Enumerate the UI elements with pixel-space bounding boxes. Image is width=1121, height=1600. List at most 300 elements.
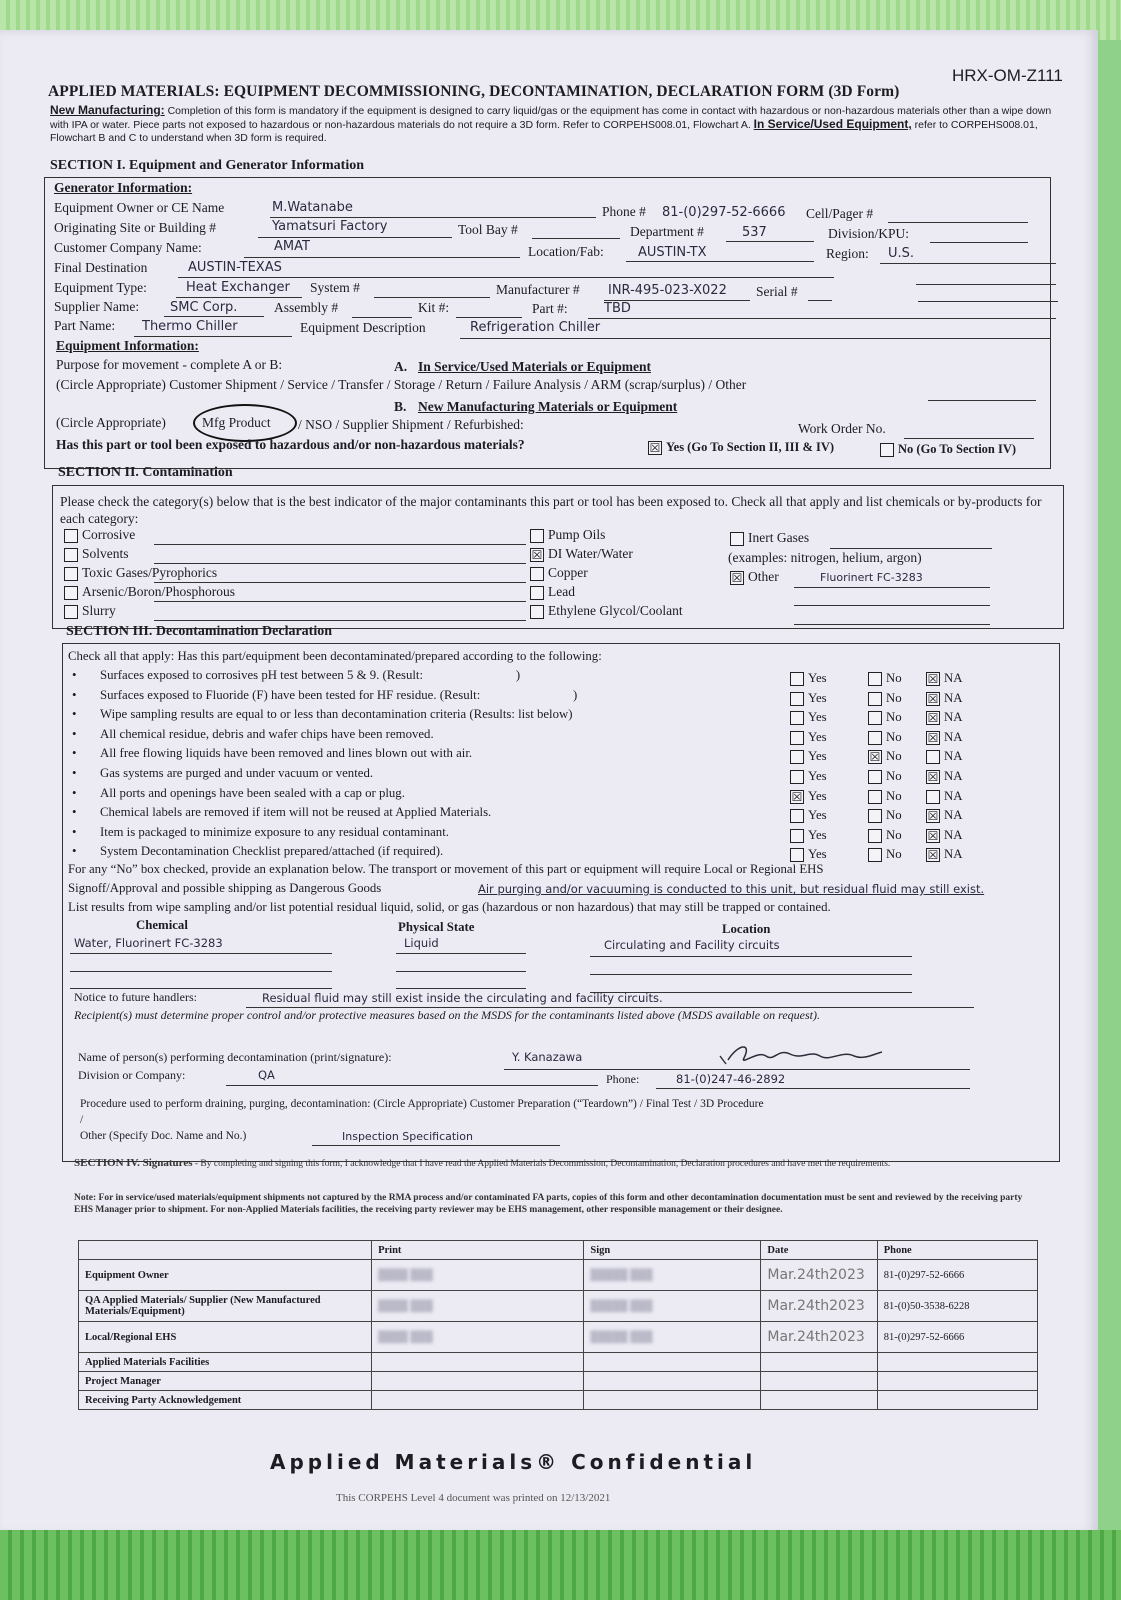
contaminant-label: Corrosive	[82, 527, 136, 542]
kit-line	[456, 317, 522, 318]
signature-header-cell: Phone	[877, 1241, 1037, 1260]
in-service-label: In Service/Used Equipment,	[753, 117, 912, 131]
division-label: Division/KPU:	[828, 226, 910, 241]
signoff-value[interactable]: Air purging and/or vacuuming is conducted to this unit, but residual fluid may still exist.	[478, 882, 985, 896]
recipient-text: Recipient(s) must determine proper control and/or protective measures based on the MSDS for the contaminants listed above (MSDS available on request).	[74, 1008, 820, 1022]
signature-table	[78, 1240, 1038, 1410]
decon-yes-checkbox[interactable]	[790, 829, 804, 843]
signature-sign-cell[interactable]	[584, 1372, 761, 1391]
decon-yes-checkbox[interactable]	[790, 672, 804, 686]
decon-item-text: Gas systems are purged and under vacuum or vented.	[100, 766, 374, 780]
decon-phone-line	[656, 1088, 970, 1089]
decon-no-option[interactable]	[868, 808, 902, 823]
decon-yes-option[interactable]	[790, 691, 827, 706]
site-line	[258, 237, 452, 238]
signature-header-cell: Print	[372, 1241, 584, 1260]
contaminant-checkbox[interactable]	[64, 548, 78, 562]
signature-sign-redacted: █████ ███	[590, 1300, 653, 1312]
decon-yes-option[interactable]	[790, 828, 827, 843]
new-mfg-text: Completion of this form is mandatory if the equipment is designed to carry liquid/gas or the equipment has come in contact with hazardous or non-hazardous materials other than a wipe down with IPA or water. Piece parts not exposed to hazardous or non-hazardous materials do not require a 3D form. Refer to CORPEHS008.01, Flowchart A.	[50, 105, 1052, 131]
signature-phone-cell[interactable]: 81-(0)297-52-6666	[877, 1260, 1037, 1291]
other-contaminant-line	[794, 587, 990, 588]
decon-na-option[interactable]	[926, 828, 962, 843]
signature-row	[79, 1322, 1038, 1353]
option-b-other-choices[interactable]: / NSO / Supplier Shipment / Refurbished:	[298, 417, 524, 432]
decon-item-text: System Decontamination Checklist prepared/attached (if required).	[100, 844, 444, 859]
section1-heading: SECTION I. Equipment and Generator Information	[50, 158, 365, 173]
equipment-type-line	[176, 297, 302, 298]
decon-no-option[interactable]	[868, 847, 902, 862]
signature-print-cell[interactable]	[372, 1391, 584, 1410]
toolbay-label: Tool Bay #	[458, 222, 518, 237]
no-explanation-text: For any “No” box checked, provide an explanation below. The transport or movement of this part or equipment will require Local or Regional EHS	[68, 862, 824, 876]
location-label: Location/Fab:	[528, 244, 604, 259]
decon-yes-label: Yes	[808, 710, 827, 725]
option-b-prefix: B.	[394, 399, 407, 414]
decon-no-option[interactable]	[868, 749, 902, 764]
signature-header-cell: Date	[761, 1241, 877, 1260]
decon-no-checkbox[interactable]	[868, 711, 882, 725]
decon-yes-option[interactable]	[790, 671, 827, 686]
decon-na-checkbox[interactable]: ☒	[927, 848, 939, 863]
decon-no-option[interactable]	[868, 710, 902, 725]
decon-na-checkbox[interactable]: ☒	[927, 770, 939, 785]
decon-na-label: NA	[944, 808, 963, 823]
signature-print-redacted: ████ ███	[378, 1331, 433, 1343]
decon-no-label: No	[886, 827, 902, 842]
location-line	[626, 261, 814, 262]
decon-yes-checkbox[interactable]	[790, 731, 804, 745]
section4-heading: SECTION IV. Signatures	[74, 1157, 193, 1169]
contaminant-line	[154, 620, 526, 621]
signature-print-cell[interactable]	[372, 1372, 584, 1391]
signature-sign-cell[interactable]	[584, 1353, 761, 1372]
decon-person-value[interactable]: Y. Kanazawa	[512, 1050, 583, 1064]
decon-yes-option[interactable]	[790, 730, 827, 745]
manufacturer-label: Manufacturer #	[496, 282, 580, 297]
other-contaminant-line-2	[794, 605, 990, 606]
decon-no-option[interactable]	[868, 769, 902, 784]
decon-na-option[interactable]	[926, 847, 962, 862]
signature-sign-cell[interactable]	[584, 1322, 761, 1353]
customer-label: Customer Company Name:	[54, 240, 202, 255]
work-order-label: Work Order No.	[798, 421, 886, 436]
signature-date-cell[interactable]	[761, 1353, 877, 1372]
decon-signature	[718, 1038, 888, 1072]
inert-examples: (examples: nitrogen, helium, argon)	[728, 550, 922, 565]
contaminant-option[interactable]	[64, 546, 129, 562]
contaminant-option[interactable]	[64, 527, 135, 543]
signature-date-cell[interactable]	[761, 1391, 877, 1410]
manufacturer-value[interactable]: INR-495-023-X022	[608, 283, 727, 298]
contaminant-checkbox[interactable]	[64, 529, 78, 543]
background-bottom-stripes	[0, 1530, 1121, 1600]
contaminant-checkbox[interactable]	[64, 586, 78, 600]
decon-na-checkbox[interactable]	[926, 750, 940, 764]
contaminant-option[interactable]	[64, 584, 235, 600]
decon-no-option[interactable]	[868, 691, 902, 706]
form-title: APPLIED MATERIALS: EQUIPMENT DECOMMISSIONING, DECONTAMINATION, DECLARATION FORM (3D Form)	[48, 83, 900, 100]
decon-no-checkbox[interactable]	[868, 848, 882, 862]
cell-line	[888, 222, 1028, 223]
physical-state-value[interactable]: Liquid	[404, 936, 439, 950]
phone-value[interactable]: 81-(0)297-52-6666	[662, 205, 786, 220]
other-contaminant-value[interactable]: Fluorinert FC-3283	[820, 571, 923, 584]
inert-gases-line	[830, 548, 992, 549]
decon-no-option[interactable]	[868, 789, 902, 804]
contaminant-label: DI Water/Water	[548, 546, 633, 561]
contaminant-checkbox[interactable]	[530, 605, 544, 619]
signature-table-body	[79, 1260, 1038, 1410]
decon-na-option[interactable]	[926, 789, 962, 804]
signature-print-redacted: ████ ███	[378, 1269, 433, 1281]
option-a-choices[interactable]: (Circle Appropriate) Customer Shipment / Service / Transfer / Storage / Return / Failure Analysis / ARM (scrap/surplus) / Other	[56, 377, 747, 392]
mfg-product-option[interactable]: Mfg Product	[202, 415, 271, 430]
section4-note: Note: For in service/used materials/equipment shipments not captured by the RMA process and/or contaminated FA parts, copies of this form and other decontamination documentation must be sent and reviewed by the receiving party EHS Manager prior to shipment. For non-Applied Materials facilities, the receiving party reviewer may be EHS management, other responsible management or their designee.	[74, 1193, 1023, 1215]
decon-no-option[interactable]	[868, 828, 902, 843]
list-results-text: List results from wipe sampling and/or list potential residual liquid, solid, or gas (hazardous or non hazardous) that may still be trapped or contained.	[68, 900, 831, 914]
contaminant-option[interactable]	[530, 565, 588, 581]
toolbay-line	[532, 238, 620, 239]
equipment-type-value[interactable]: Heat Exchanger	[186, 280, 290, 295]
contaminant-line	[154, 582, 526, 583]
decon-na-checkbox[interactable]: ☒	[927, 828, 939, 843]
part-number-label: Part #:	[532, 301, 568, 316]
region-line	[880, 263, 1056, 264]
department-value[interactable]: 537	[742, 225, 767, 240]
state-line-1	[396, 953, 526, 954]
confidential-footer: Applied Materials® Confidential	[270, 1450, 757, 1474]
decon-na-checkbox[interactable]: ☒	[927, 672, 939, 687]
physical-state-column-header: Physical State	[398, 920, 475, 934]
contaminant-line	[154, 601, 526, 602]
part-number-value[interactable]: TBD	[604, 301, 631, 316]
decon-no-label: No	[886, 788, 902, 803]
decon-yes-option[interactable]	[790, 769, 827, 784]
procedure-text[interactable]: Procedure used to perform draining, purging, decontamination: (Circle Appropriate) Customer Preparation (“Teardown”) / Final Test / 3D Procedure	[80, 1098, 764, 1110]
decon-na-option[interactable]	[926, 808, 962, 823]
decon-bullet: •	[72, 824, 77, 839]
decon-yes-checkbox[interactable]	[790, 809, 804, 823]
decon-bullet: •	[72, 785, 77, 800]
procedure-slash: /	[80, 1114, 84, 1126]
decon-no-checkbox[interactable]	[868, 770, 882, 784]
decon-na-checkbox[interactable]: ☒	[927, 691, 939, 706]
work-order-line	[904, 438, 1034, 439]
location-value[interactable]: AUSTIN-TX	[638, 245, 707, 260]
exposed-yes-option[interactable]	[648, 440, 834, 455]
signature-date-cell[interactable]	[761, 1372, 877, 1391]
decon-yes-option[interactable]	[790, 710, 827, 725]
contaminant-checkbox[interactable]	[530, 529, 544, 543]
destination-extra-line	[916, 284, 1056, 285]
decon-bullet: •	[72, 726, 77, 741]
contaminant-checkbox[interactable]: ☒	[531, 547, 543, 562]
decon-yes-option[interactable]	[790, 749, 827, 764]
decon-person-label: Name of person(s) performing decontamination (print/signature):	[78, 1050, 392, 1064]
new-mfg-label: New Manufacturing:	[50, 103, 165, 117]
signature-header-cell: Sign	[584, 1241, 761, 1260]
exposed-yes-label: Yes (Go To Section II, III & IV)	[666, 440, 835, 454]
decon-no-option[interactable]	[868, 730, 902, 745]
department-label: Department #	[630, 224, 704, 239]
option-a-prefix: A.	[394, 359, 408, 374]
section3-intro: Check all that apply: Has this part/equipment been decontaminated/prepared according to the following:	[68, 649, 602, 663]
decon-yes-label: Yes	[808, 749, 827, 764]
decon-person-line	[504, 1069, 970, 1070]
signature-date-cell[interactable]: Mar.24th2023	[761, 1260, 877, 1291]
contaminant-label: Slurry	[82, 603, 116, 618]
decon-yes-label: Yes	[808, 769, 827, 783]
other-contaminant-line-3	[794, 624, 990, 625]
decon-na-option[interactable]	[926, 769, 962, 784]
contaminant-checkbox[interactable]	[530, 567, 544, 581]
equipment-description-line	[460, 338, 1050, 339]
decon-phone-value[interactable]: 81-(0)247-46-2892	[676, 1072, 786, 1086]
destination-value[interactable]: AUSTIN-TEXAS	[188, 260, 282, 275]
decon-bullet: •	[72, 687, 77, 702]
customer-value[interactable]: AMAT	[274, 239, 310, 254]
serial-label: Serial #	[756, 284, 798, 299]
decon-yes-checkbox[interactable]	[790, 750, 804, 764]
decon-na-checkbox[interactable]: ☒	[927, 711, 939, 726]
contaminant-label: Solvents	[82, 546, 129, 561]
purpose-text: Purpose for movement - complete A or B:	[56, 357, 283, 372]
decon-no-checkbox[interactable]	[868, 692, 882, 706]
decon-yes-label: Yes	[808, 788, 827, 803]
decon-na-label: NA	[944, 710, 963, 725]
phone-label: Phone #	[602, 204, 646, 219]
signature-role: Applied Materials Facilities	[79, 1353, 372, 1372]
decon-no-label: No	[886, 808, 902, 823]
decon-bullet: •	[72, 746, 77, 761]
decon-yes-label: Yes	[808, 690, 827, 705]
exposed-no-option[interactable]	[880, 442, 1016, 457]
contaminant-checkbox[interactable]	[64, 567, 78, 581]
in-service-text: refer to CORPEHS008.01, Flowchart B and C to understand when 3D form is required.	[50, 119, 1038, 144]
contaminant-label: Copper	[548, 565, 588, 580]
supplier-value[interactable]: SMC Corp.	[170, 300, 238, 315]
location-line-1	[590, 956, 912, 957]
contaminant-option[interactable]	[530, 527, 605, 543]
decon-no-checkbox[interactable]	[868, 731, 882, 745]
signature-print-cell[interactable]	[372, 1322, 584, 1353]
signature-print-cell[interactable]	[372, 1353, 584, 1372]
signature-print-cell[interactable]	[372, 1291, 584, 1322]
decon-yes-label: Yes	[808, 847, 827, 862]
decon-item-text: Item is packaged to minimize exposure to any residual contaminant.	[100, 824, 449, 839]
decon-na-option[interactable]	[926, 730, 962, 745]
signature-date-cell[interactable]: Mar.24th2023	[761, 1291, 877, 1322]
signature-phone-cell[interactable]	[877, 1372, 1037, 1391]
exposed-yes-checkbox[interactable]: ☒	[649, 441, 661, 456]
location-column-header: Location	[722, 922, 771, 936]
signature-sign-cell[interactable]	[584, 1260, 761, 1291]
decon-no-label: No	[886, 710, 902, 725]
decon-phone-label: Phone:	[606, 1072, 640, 1086]
section2-instructions: Please check the category(s) below that is the best indicator of the major contaminants this part or tool has been exposed to. Check all that apply and list chemicals or by-products for each category:	[60, 494, 1042, 526]
option-b-circle-label: (Circle Appropriate)	[56, 415, 166, 430]
decon-bullet: •	[72, 844, 77, 859]
contaminant-option[interactable]	[530, 603, 683, 619]
owner-label: Equipment Owner or CE Name	[54, 200, 225, 215]
region-value[interactable]: U.S.	[888, 246, 915, 261]
signature-print-redacted: ████ ███	[378, 1300, 433, 1312]
decon-yes-checkbox[interactable]	[790, 692, 804, 706]
equipment-description-value[interactable]: Refrigeration Chiller	[470, 320, 601, 335]
signature-phone-cell[interactable]	[877, 1353, 1037, 1372]
other-contaminant-checkbox[interactable]: ☒	[731, 570, 743, 585]
decon-na-option[interactable]	[926, 710, 962, 725]
other-doc-label: Other (Specify Doc. Name and No.)	[80, 1130, 247, 1142]
signature-print-cell[interactable]	[372, 1260, 584, 1291]
signature-table-header	[79, 1241, 1038, 1260]
signature-role: Local/Regional EHS	[79, 1322, 372, 1353]
decon-no-checkbox[interactable]	[868, 672, 882, 686]
signature-date-cell[interactable]: Mar.24th2023	[761, 1322, 877, 1353]
site-label: Originating Site or Building #	[54, 220, 216, 235]
decon-yes-option[interactable]	[790, 847, 827, 862]
owner-value[interactable]: M.Watanabe	[272, 200, 353, 215]
decon-no-label: No	[886, 729, 902, 744]
decon-na-label: NA	[944, 847, 963, 862]
decon-no-checkbox[interactable]: ☒	[869, 750, 881, 765]
signature-row	[79, 1353, 1038, 1372]
signature-row	[79, 1291, 1038, 1322]
section2-heading: SECTION II. Contamination	[58, 465, 233, 480]
contaminant-line	[154, 544, 526, 545]
decon-na-label: NA	[944, 749, 963, 764]
printed-note: This CORPEHS Level 4 document was printed on 12/13/2021	[336, 1492, 611, 1504]
signature-role: QA Applied Materials/ Supplier (New Manufactured Materials/Equipment)	[79, 1291, 372, 1322]
site-value[interactable]: Yamatsuri Factory	[272, 219, 388, 234]
equipment-type-label: Equipment Type:	[54, 280, 147, 295]
decon-item-text: Wipe sampling results are equal to or less than decontamination criteria (Results: list below)	[100, 707, 573, 722]
decon-na-option[interactable]	[926, 691, 962, 706]
decon-no-label: No	[886, 847, 902, 862]
division-line	[930, 242, 1028, 243]
contaminant-label: Ethylene Glycol/Coolant	[548, 603, 683, 618]
decon-no-checkbox[interactable]	[868, 829, 882, 843]
contaminant-checkbox[interactable]	[64, 605, 78, 619]
decon-yes-label: Yes	[808, 808, 827, 823]
division-company-line	[226, 1085, 598, 1086]
part-number-line	[588, 318, 1056, 319]
division-company-value[interactable]: QA	[258, 1068, 275, 1082]
decon-bullet: •	[72, 766, 77, 780]
option-b-heading: New Manufacturing Materials or Equipment	[418, 399, 678, 414]
decon-yes-label: Yes	[808, 729, 827, 744]
part-name-label: Part Name:	[54, 318, 116, 333]
decon-yes-label: Yes	[808, 671, 827, 685]
contaminant-option[interactable]	[530, 546, 633, 562]
chem-line-3	[70, 988, 332, 989]
decon-no-checkbox[interactable]	[868, 809, 882, 823]
decon-na-checkbox[interactable]	[926, 790, 940, 804]
state-line-2	[396, 971, 526, 972]
inert-gases-option[interactable]	[730, 530, 809, 546]
decon-bullet: •	[72, 707, 77, 722]
signature-sign-redacted: █████ ███	[590, 1331, 653, 1343]
serial-extra-line	[918, 301, 1058, 302]
chemical-column-header: Chemical	[136, 918, 188, 932]
decon-no-option[interactable]	[868, 671, 902, 686]
cell-label: Cell/Pager #	[806, 206, 874, 221]
contaminant-label: Toxic Gases/Pyrophorics	[82, 565, 218, 580]
state-line-3	[396, 988, 526, 989]
contaminant-checkbox[interactable]	[530, 586, 544, 600]
signature-sign-cell[interactable]	[584, 1391, 761, 1410]
inert-gases-checkbox[interactable]	[730, 532, 744, 546]
notice-label: Notice to future handlers:	[74, 990, 197, 1004]
other-contaminant-option[interactable]	[730, 569, 779, 585]
decon-yes-checkbox[interactable]	[790, 848, 804, 862]
decon-yes-checkbox[interactable]	[790, 770, 804, 784]
other-doc-value[interactable]: Inspection Specification	[342, 1130, 473, 1143]
decon-na-label: NA	[944, 827, 963, 842]
part-name-line	[134, 336, 292, 337]
contaminant-option[interactable]	[530, 584, 575, 600]
option-a-heading: In Service/Used Materials or Equipment	[418, 359, 651, 374]
signature-row	[79, 1260, 1038, 1291]
chemical-value[interactable]: Water, Fluorinert FC-3283	[74, 936, 223, 950]
intro-text	[50, 104, 1060, 145]
signature-phone-cell[interactable]: 81-(0)297-52-6666	[877, 1322, 1037, 1353]
division-company-label: Division or Company:	[78, 1068, 186, 1082]
decon-yes-option[interactable]	[790, 789, 827, 804]
section3-heading: SECTION III. Decontamination Declaration	[66, 624, 333, 639]
contaminant-option[interactable]	[64, 565, 217, 581]
decon-yes-checkbox[interactable]	[790, 711, 804, 725]
contaminant-option[interactable]	[64, 603, 116, 619]
supplier-line	[164, 316, 264, 317]
decon-na-label: NA	[944, 729, 963, 744]
notice-value[interactable]: Residual fluid may still exist inside the circulating and facility circuits.	[262, 991, 663, 1005]
location-value-s3[interactable]: Circulating and Facility circuits	[604, 938, 780, 952]
decon-na-label: NA	[944, 769, 963, 783]
signature-row	[79, 1391, 1038, 1410]
decon-yes-option[interactable]	[790, 808, 827, 823]
decon-na-option[interactable]	[926, 749, 962, 764]
system-label: System #	[310, 280, 360, 295]
signature-sign-cell[interactable]	[584, 1291, 761, 1322]
decon-item-text: All chemical residue, debris and wafer chips have been removed.	[100, 726, 434, 741]
decon-na-checkbox[interactable]: ☒	[927, 809, 939, 824]
decon-item-text: Surfaces exposed to Fluoride (F) have been tested for HF residue. (Result: )	[100, 687, 578, 702]
contaminant-label: Pump Oils	[548, 527, 606, 542]
decon-na-option[interactable]	[926, 671, 962, 686]
decon-yes-label: Yes	[808, 827, 827, 842]
signature-phone-cell[interactable]: 81-(0)50-3538-6228	[877, 1291, 1037, 1322]
part-name-value[interactable]: Thermo Chiller	[142, 319, 238, 334]
assembly-label: Assembly #	[274, 300, 339, 315]
exposed-no-label: No (Go To Section IV)	[898, 442, 1017, 456]
doc-code: HRX-OM-Z111	[952, 66, 1063, 85]
signature-phone-cell[interactable]	[877, 1391, 1037, 1410]
exposed-no-checkbox[interactable]	[880, 443, 894, 457]
destination-label: Final Destination	[54, 260, 148, 275]
supplier-label: Supplier Name:	[54, 299, 140, 314]
customer-line	[244, 257, 520, 258]
decon-bullet: •	[72, 805, 77, 820]
decon-no-checkbox[interactable]	[868, 790, 882, 804]
contaminant-label: Lead	[548, 584, 575, 599]
chem-line-1	[70, 953, 332, 954]
decon-no-label: No	[886, 671, 902, 685]
decon-na-checkbox[interactable]: ☒	[927, 730, 939, 745]
equipment-info-heading: Equipment Information:	[56, 338, 199, 353]
decon-yes-checkbox[interactable]: ☒	[791, 789, 803, 804]
